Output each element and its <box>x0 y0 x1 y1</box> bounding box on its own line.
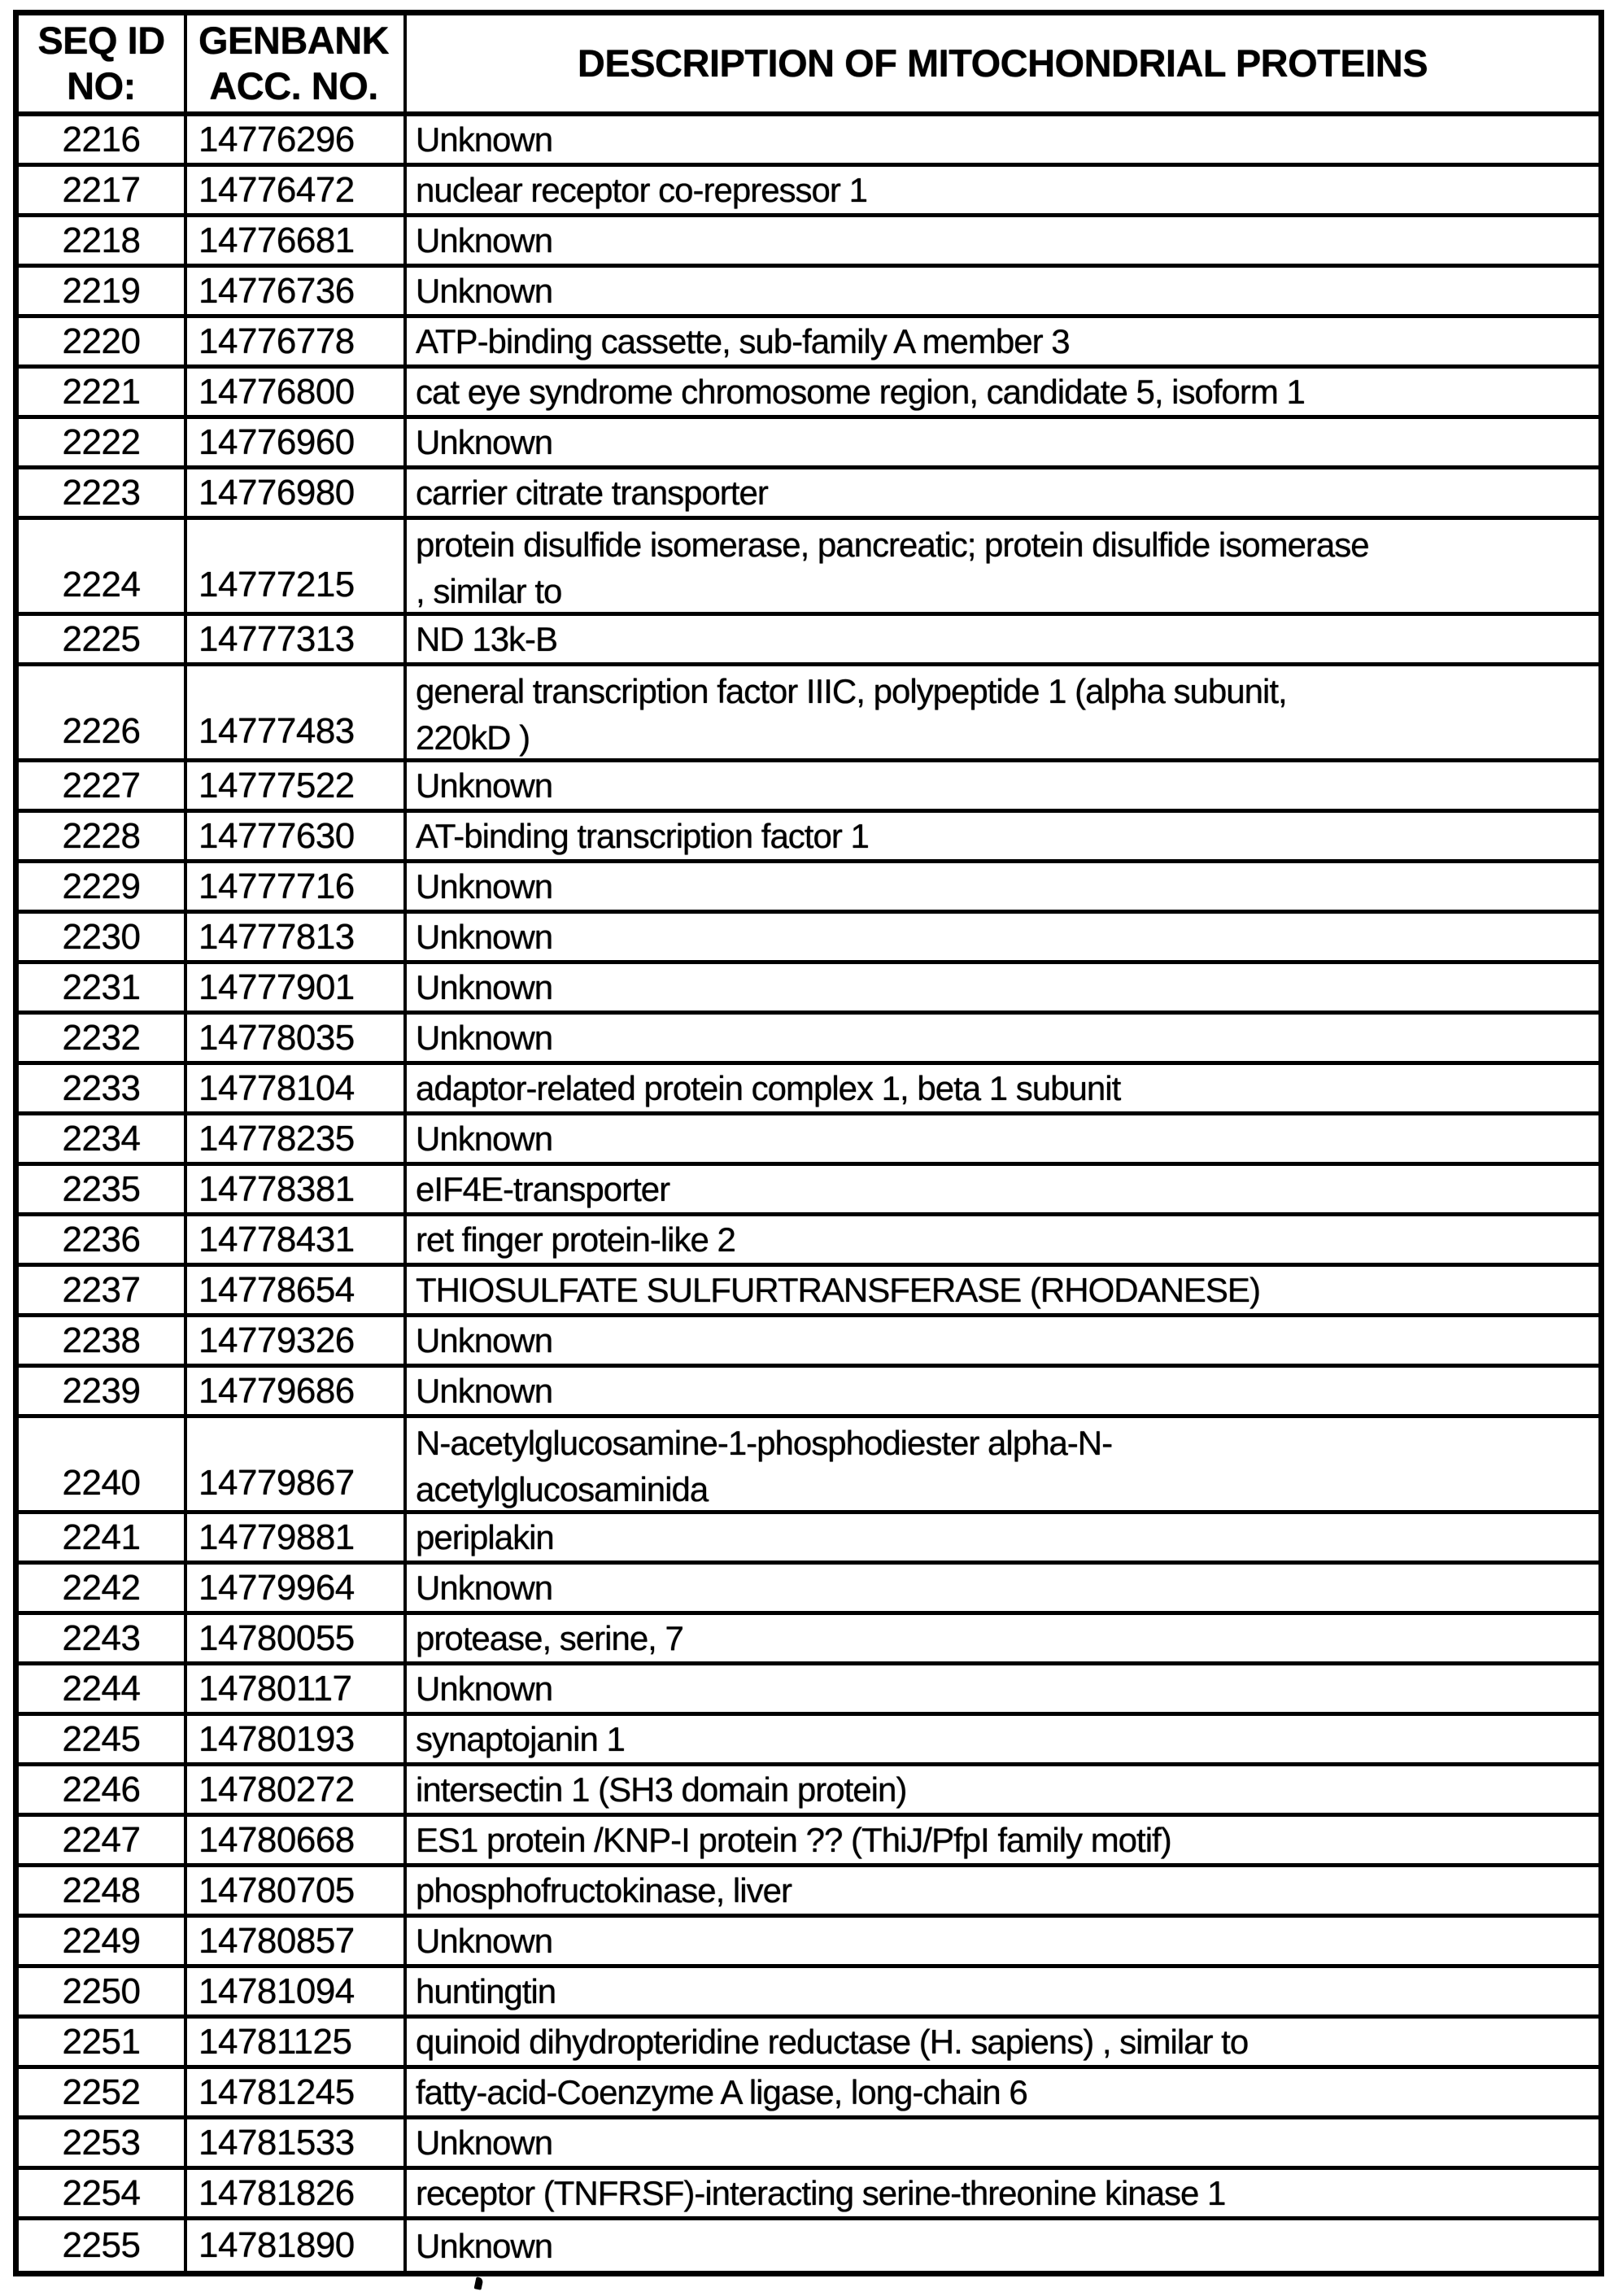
seq-id-cell: 2230 <box>19 914 187 960</box>
description-cell: huntingtin <box>416 1972 556 2010</box>
table-row <box>19 1918 1598 1968</box>
scan-artifact-mark <box>474 2276 484 2290</box>
table-row <box>19 1166 1598 1216</box>
description-cell: general transcription factor IIIC, polypeptide 1 (alpha subunit, 220kD ) <box>416 672 1287 757</box>
genbank-cell: 14776681 <box>187 217 407 264</box>
table-body <box>19 116 1598 2271</box>
description-cell: fatty-acid-Coenzyme A ligase, long-chain 6 <box>416 2073 1027 2111</box>
table-row <box>19 167 1598 217</box>
description-cell: Unknown <box>416 766 553 805</box>
seq-id-cell: 2234 <box>19 1115 187 1162</box>
description-cell: Unknown <box>416 1321 553 1360</box>
table-row <box>19 2220 1598 2271</box>
genbank-cell: 14780857 <box>187 1918 407 1964</box>
table-row <box>19 1867 1598 1918</box>
seq-id-cell: 2245 <box>19 1716 187 1762</box>
genbank-cell: 14778235 <box>187 1115 407 1162</box>
seq-id-cell: 2227 <box>19 762 187 809</box>
table-row <box>19 1615 1598 1665</box>
seq-id-cell: 2249 <box>19 1918 187 1964</box>
description-cell: ES1 protein /KNP-I protein ?? (ThiJ/PfpI family motif) <box>416 1821 1171 1859</box>
seq-id-cell: 2225 <box>19 616 187 662</box>
description-cell: adaptor-related protein complex 1, beta 1 subunit <box>416 1069 1121 1107</box>
seq-id-cell: 2247 <box>19 1817 187 1863</box>
seq-id-cell: 2222 <box>19 419 187 465</box>
table-row <box>19 1514 1598 1565</box>
seq-id-cell: 2252 <box>19 2069 187 2115</box>
genbank-cell: 14781125 <box>187 2019 407 2065</box>
table-row <box>19 863 1598 914</box>
seq-id-cell: 2237 <box>19 1267 187 1313</box>
seq-id-cell: 2243 <box>19 1615 187 1661</box>
genbank-cell: 14781890 <box>187 2220 407 2271</box>
table-row <box>19 1267 1598 1317</box>
seq-id-cell: 2235 <box>19 1166 187 1212</box>
genbank-cell: 14780668 <box>187 1817 407 1863</box>
description-cell: Unknown <box>416 272 553 310</box>
seq-id-cell: 2218 <box>19 217 187 264</box>
description-cell: Unknown <box>416 1922 553 1960</box>
seq-id-cell: 2251 <box>19 2019 187 2065</box>
table-row <box>19 914 1598 964</box>
description-cell: Unknown <box>416 1670 553 1708</box>
genbank-cell: 14779964 <box>187 1565 407 1611</box>
table-row <box>19 2019 1598 2069</box>
seq-id-cell: 2233 <box>19 1065 187 1111</box>
description-cell: Unknown <box>416 221 553 260</box>
genbank-cell: 14778431 <box>187 1216 407 1263</box>
seq-id-cell: 2253 <box>19 2119 187 2166</box>
table-row <box>19 116 1598 167</box>
table-row <box>19 616 1598 666</box>
table-row <box>19 1766 1598 1817</box>
header-seq-id: SEQ ID NO: <box>19 15 187 111</box>
genbank-cell: 14777215 <box>187 520 407 612</box>
genbank-cell: 14781094 <box>187 1968 407 2014</box>
table-row <box>19 2069 1598 2119</box>
seq-id-cell: 2221 <box>19 369 187 415</box>
table-row <box>19 419 1598 469</box>
genbank-cell: 14776800 <box>187 369 407 415</box>
description-cell: Unknown <box>416 1120 553 1158</box>
genbank-cell: 14777813 <box>187 914 407 960</box>
seq-id-cell: 2236 <box>19 1216 187 1263</box>
description-cell: cat eye syndrome chromosome region, candidate 5, isoform 1 <box>416 373 1305 411</box>
seq-id-cell: 2255 <box>19 2220 187 2271</box>
table-row <box>19 217 1598 268</box>
genbank-cell: 14777313 <box>187 616 407 662</box>
seq-id-cell: 2226 <box>19 666 187 758</box>
table-row <box>19 1317 1598 1368</box>
table-header-row <box>19 15 1598 116</box>
table-row <box>19 1968 1598 2019</box>
genbank-cell: 14777483 <box>187 666 407 758</box>
description-cell: N-acetylglucosamine-1-phosphodiester alpha-N- acetylglucosaminida <box>416 1424 1113 1508</box>
description-cell: carrier citrate transporter <box>416 474 768 512</box>
genbank-cell: 14776736 <box>187 268 407 314</box>
description-cell: Unknown <box>416 2124 553 2162</box>
description-cell: receptor (TNFRSF)-interacting serine-threonine kinase 1 <box>416 2174 1226 2212</box>
seq-id-cell: 2246 <box>19 1766 187 1813</box>
description-cell: ND 13k-B <box>416 620 558 658</box>
header-genbank-acc-no: GENBANK ACC. NO. <box>187 15 407 111</box>
genbank-cell: 14780705 <box>187 1867 407 1914</box>
genbank-cell: 14776778 <box>187 318 407 364</box>
seq-id-cell: 2241 <box>19 1514 187 1560</box>
seq-id-cell: 2239 <box>19 1368 187 1414</box>
genbank-cell: 14779867 <box>187 1418 407 1510</box>
seq-id-cell: 2250 <box>19 1968 187 2014</box>
seq-id-cell: 2231 <box>19 964 187 1011</box>
description-cell: phosphofructokinase, liver <box>416 1871 792 1910</box>
genbank-cell: 14776472 <box>187 167 407 213</box>
seq-id-cell: 2220 <box>19 318 187 364</box>
description-cell: THIOSULFATE SULFURTRANSFERASE (RHODANESE) <box>416 1271 1260 1309</box>
table-row <box>19 1716 1598 1766</box>
mitochondrial-proteins-table <box>13 10 1604 2276</box>
description-cell: Unknown <box>416 918 553 956</box>
table-row <box>19 1065 1598 1115</box>
description-cell: ATP-binding cassette, sub-family A member 3 <box>416 322 1070 360</box>
table-row <box>19 813 1598 863</box>
genbank-cell: 14778035 <box>187 1015 407 1061</box>
description-cell: eIF4E-transporter <box>416 1170 670 1208</box>
table-row <box>19 2170 1598 2220</box>
seq-id-cell: 2229 <box>19 863 187 910</box>
seq-id-cell: 2217 <box>19 167 187 213</box>
seq-id-cell: 2216 <box>19 116 187 163</box>
genbank-cell: 14777630 <box>187 813 407 859</box>
description-cell: AT-binding transcription factor 1 <box>416 817 869 855</box>
seq-id-cell: 2254 <box>19 2170 187 2216</box>
description-cell: Unknown <box>416 867 553 906</box>
table-row <box>19 964 1598 1015</box>
seq-id-cell: 2223 <box>19 469 187 516</box>
description-cell: Unknown <box>416 1569 553 1607</box>
description-cell: periplakin <box>416 1518 554 1556</box>
genbank-cell: 14780193 <box>187 1716 407 1762</box>
table-row <box>19 1368 1598 1418</box>
table-row <box>19 1418 1598 1514</box>
table-row <box>19 1817 1598 1867</box>
description-cell: ret finger protein-like 2 <box>416 1220 735 1259</box>
table-row <box>19 1665 1598 1716</box>
description-cell: nuclear receptor co-repressor 1 <box>416 171 867 209</box>
genbank-cell: 14779881 <box>187 1514 407 1560</box>
seq-id-cell: 2240 <box>19 1418 187 1510</box>
table-row <box>19 469 1598 520</box>
seq-id-cell: 2244 <box>19 1665 187 1712</box>
table-row <box>19 520 1598 616</box>
genbank-cell: 14776980 <box>187 469 407 516</box>
genbank-cell: 14778381 <box>187 1166 407 1212</box>
genbank-cell: 14781826 <box>187 2170 407 2216</box>
genbank-cell: 14778104 <box>187 1065 407 1111</box>
table-row <box>19 318 1598 369</box>
genbank-cell: 14780272 <box>187 1766 407 1813</box>
seq-id-cell: 2238 <box>19 1317 187 1364</box>
genbank-cell: 14776960 <box>187 419 407 465</box>
description-cell: synaptojanin 1 <box>416 1720 625 1758</box>
genbank-cell: 14781245 <box>187 2069 407 2115</box>
genbank-cell: 14779326 <box>187 1317 407 1364</box>
description-cell: Unknown <box>416 1372 553 1410</box>
seq-id-cell: 2242 <box>19 1565 187 1611</box>
genbank-cell: 14780117 <box>187 1665 407 1712</box>
description-cell: Unknown <box>416 423 553 461</box>
table-row <box>19 1115 1598 1166</box>
genbank-cell: 14779686 <box>187 1368 407 1414</box>
genbank-cell: 14777901 <box>187 964 407 1011</box>
seq-id-cell: 2232 <box>19 1015 187 1061</box>
genbank-cell: 14777716 <box>187 863 407 910</box>
genbank-cell: 14781533 <box>187 2119 407 2166</box>
description-cell: Unknown <box>416 968 553 1006</box>
description-cell: protease, serine, 7 <box>416 1619 683 1657</box>
table-row <box>19 666 1598 762</box>
seq-id-cell: 2248 <box>19 1867 187 1914</box>
seq-id-cell: 2219 <box>19 268 187 314</box>
table-row <box>19 268 1598 318</box>
seq-id-cell: 2224 <box>19 520 187 612</box>
description-cell: Unknown <box>416 120 553 159</box>
table-row <box>19 762 1598 813</box>
genbank-cell: 14777522 <box>187 762 407 809</box>
genbank-cell: 14776296 <box>187 116 407 163</box>
genbank-cell: 14780055 <box>187 1615 407 1661</box>
header-description: DESCRIPTION OF MITOCHONDRIAL PROTEINS <box>577 41 1428 85</box>
table-row <box>19 369 1598 419</box>
description-cell: intersectin 1 (SH3 domain protein) <box>416 1770 907 1809</box>
description-cell: Unknown <box>416 1019 553 1057</box>
table-row <box>19 1565 1598 1615</box>
genbank-cell: 14778654 <box>187 1267 407 1313</box>
table-row <box>19 1015 1598 1065</box>
table-row <box>19 2119 1598 2170</box>
table-row <box>19 1216 1598 1267</box>
description-cell: Unknown <box>416 2226 553 2265</box>
description-cell: quinoid dihydropteridine reductase (H. sapiens) , similar to <box>416 2023 1249 2061</box>
description-cell: protein disulfide isomerase, pancreatic; protein disulfide isomerase , similar to <box>416 526 1369 610</box>
seq-id-cell: 2228 <box>19 813 187 859</box>
